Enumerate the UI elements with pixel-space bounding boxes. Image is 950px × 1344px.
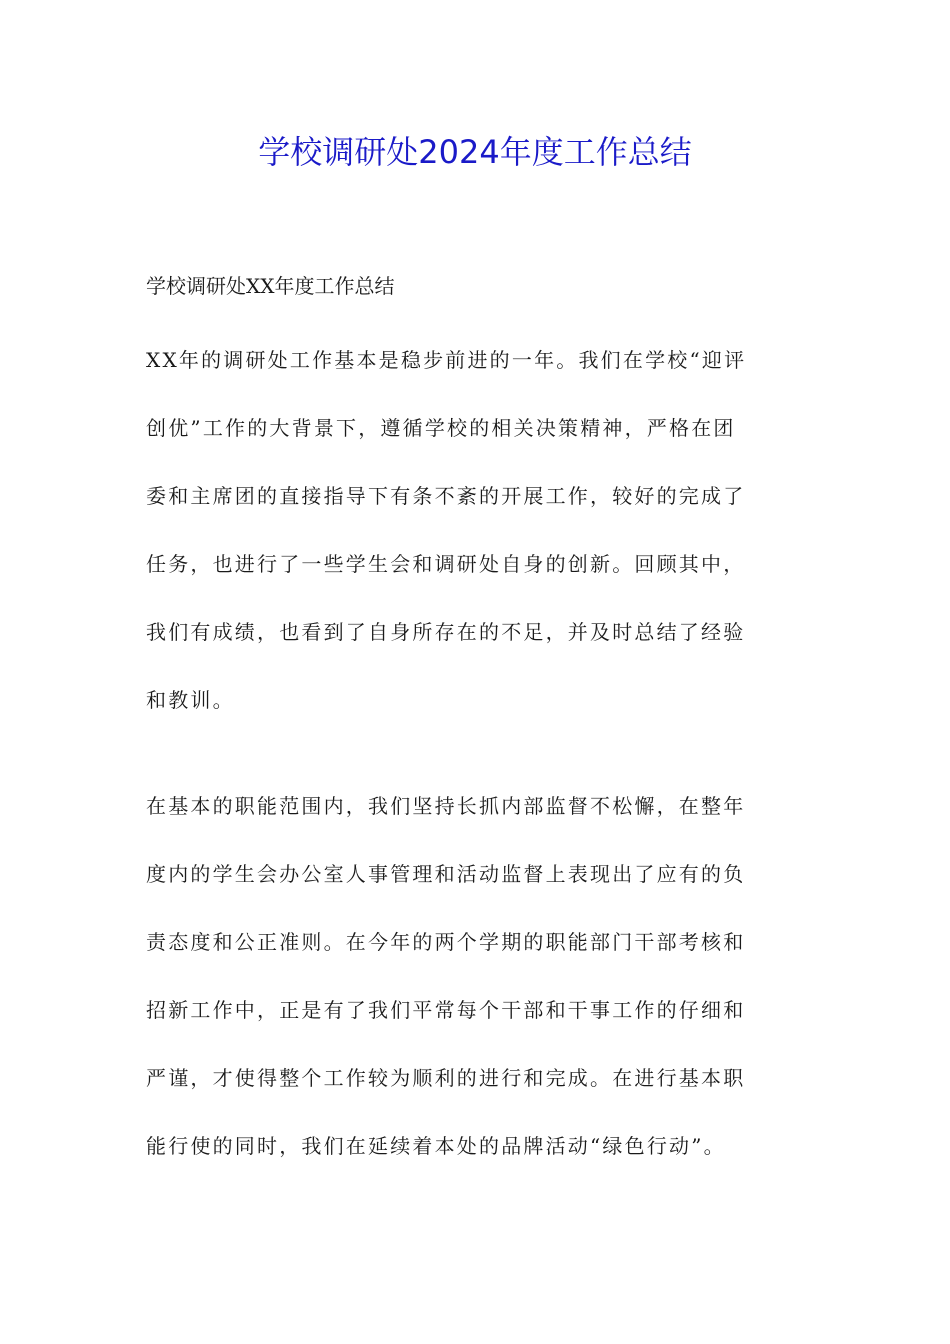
paragraph-line: 我们有成绩，也看到了自身所存在的不足，并及时总结了经验 [146, 620, 746, 644]
paragraph-line: 创优”工作的大背景下，遵循学校的相关决策精神，严格在团 [146, 416, 736, 440]
paragraph-line: 招新工作中，正是有了我们平常每个干部和干事工作的仔细和 [146, 998, 746, 1022]
paragraph-line: 和教训。 [146, 688, 235, 712]
paragraph-line: 责态度和公正准则。在今年的两个学期的职能部门干部考核和 [146, 930, 746, 954]
paragraph-line: 在基本的职能范围内，我们坚持长抓内部监督不松懈，在整年 [146, 794, 746, 818]
document-title: 学校调研处2024年度工作总结 [258, 133, 692, 171]
paragraph-2 [146, 772, 806, 1180]
paragraph-line: 能行使的同时，我们在延续着本处的品牌活动“绿色行动”。 [146, 1134, 726, 1158]
paragraph-line: 严谨，才使得整个工作较为顺利的进行和完成。在进行基本职 [146, 1066, 746, 1090]
paragraph-line: XX年的调研处工作基本是稳步前进的一年。我们在学校“迎评 [146, 348, 747, 372]
document-subtitle: 学校调研处XX年度工作总结 [146, 274, 395, 298]
paragraph-1 [146, 326, 806, 734]
paragraph-line: 度内的学生会办公室人事管理和活动监督上表现出了应有的负 [146, 862, 746, 886]
paragraph-line: 任务，也进行了一些学生会和调研处自身的创新。回顾其中， [146, 552, 746, 576]
paragraph-line: 委和主席团的直接指导下有条不紊的开展工作，较好的完成了 [146, 484, 746, 508]
